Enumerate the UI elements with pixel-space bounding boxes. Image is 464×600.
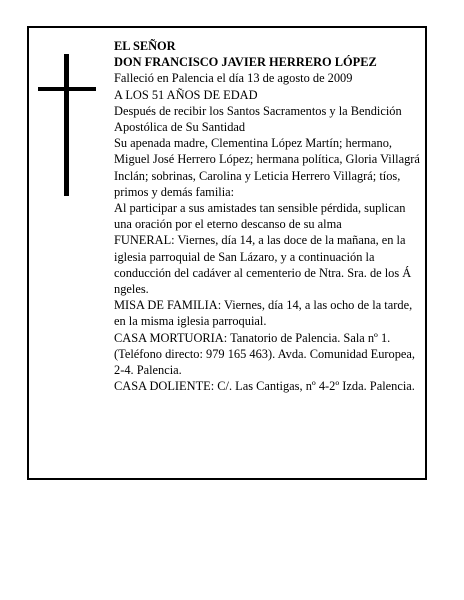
cross-icon — [38, 54, 96, 196]
age-line: A LOS 51 AÑOS DE EDAD — [114, 87, 258, 102]
title-line: EL SEÑOR — [114, 39, 176, 53]
family-paragraph: Su apenada madre, Clementina López Martín; hermano, Miguel José Herrero López; hermana política, Gloria Villagrá Inclán; sobrinas, Carolina y Leticia Herrero Villagrá; tíos, primos y demás familia: — [114, 136, 420, 199]
request-paragraph: Al participar a sus amistades tan sensible pérdida, suplican una oración por el eterno descanso de su alma — [114, 201, 406, 232]
cross-horizontal-bar — [38, 87, 96, 91]
deceased-name: DON FRANCISCO JAVIER HERRERO LÓPEZ — [114, 55, 377, 70]
mourning-house-paragraph: CASA DOLIENTE: C/. Las Cantigas, nº 4-2º Izda. Palencia. — [114, 379, 415, 394]
cross-vertical-bar — [64, 54, 69, 196]
family-mass-paragraph: MISA DE FAMILIA: Viernes, día 14, a las ocho de la tarde, en la misma iglesia parroquial. — [114, 298, 413, 329]
funeral-paragraph: FUNERAL: Viernes, día 14, a las doce de la mañana, en la iglesia parroquial de San Lázaro, y a continuación la conducción del cadáver al cementerio de Ntra. Sra. de los Á ngeles. — [114, 233, 412, 297]
sacraments-paragraph: Después de recibir los Santos Sacramentos y la Bendición Apostólica de Su Santidad — [114, 103, 402, 135]
death-info: Falleció en Palencia el día 13 de agosto de 2009 — [114, 71, 353, 86]
obituary-text — [114, 38, 424, 394]
mortuary-paragraph: CASA MORTUORIA: Tanatorio de Palencia. Sala nº 1. (Teléfono directo: 979 165 463). Avda. Comunidad Europea, 2-4. Palencia. — [114, 330, 416, 378]
